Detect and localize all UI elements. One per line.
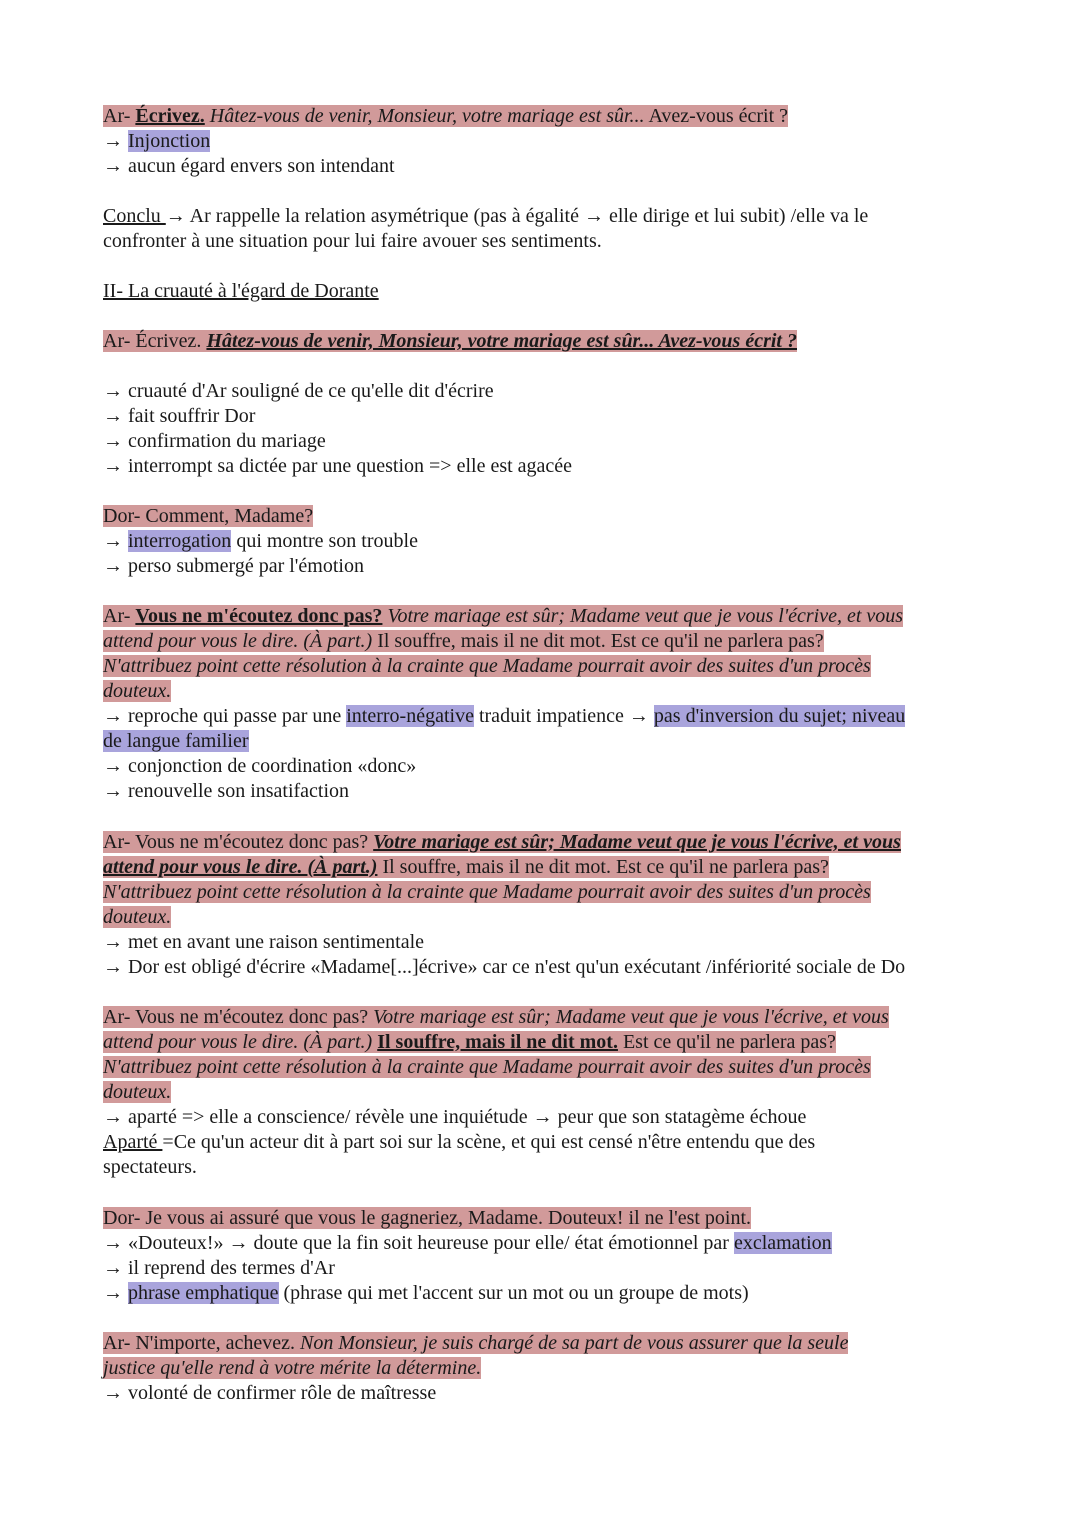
note-line: → reproche qui passe par une interro-négative traduit impatience → pas d'inversion du sujet; niveau xyxy=(103,705,906,727)
note-line: → «Douteux!» → doute que la fin soit heureuse pour elle/ état émotionnel par exclamation xyxy=(103,1232,832,1254)
highlight-pink: N'attribuez point cette résolution à la crainte que Madame pourrait avoir des suites d'un procès xyxy=(103,881,871,903)
highlight-pink: Ar- Vous ne m'écoutez donc pas? Votre mariage est sûr; Madame veut que je vous l'écrive, et vous xyxy=(103,831,901,853)
note-line: → phrase emphatique (phrase qui met l'accent sur un mot ou un groupe de mots) xyxy=(103,1282,749,1304)
quote-line xyxy=(103,604,983,629)
highlight-pink: Dor- Comment, Madame? xyxy=(103,505,314,527)
quote-line xyxy=(103,679,983,704)
quote-block-3 xyxy=(103,504,983,579)
highlight-blue: phrase emphatique xyxy=(128,1282,279,1304)
highlight-pink: Ar- Écrivez. Hâtez-vous de venir, Monsieur, votre mariage est sûr... Avez-vous écrit ? xyxy=(103,330,797,352)
highlight-blue: Injonction xyxy=(128,130,211,152)
highlight-pink: attend pour vous le dire. (À part.) Il souffre, mais il ne dit mot. Est ce qu'il ne parlera pas? xyxy=(103,1031,836,1053)
highlight-pink: attend pour vous le dire. (À part.) Il souffre, mais il ne dit mot. Est ce qu'il ne parlera pas? xyxy=(103,630,824,652)
quote-line xyxy=(103,1080,983,1105)
note-line: → perso submergé par l'émotion xyxy=(103,555,364,577)
note-line: → cruauté d'Ar souligné de ce qu'elle dit d'écrire xyxy=(103,380,494,402)
highlight-pink: N'attribuez point cette résolution à la crainte que Madame pourrait avoir des suites d'un procès xyxy=(103,1056,871,1078)
quote-line xyxy=(103,1030,983,1055)
note-line: → volonté de confirmer rôle de maîtresse xyxy=(103,1382,437,1404)
highlight-pink: Ar- Vous ne m'écoutez donc pas? Votre mariage est sûr; Madame veut que je vous l'écrive, et vous xyxy=(103,605,904,627)
quote-block-1 xyxy=(103,104,983,179)
note-line: → interrompt sa dictée par une question => elle est agacée xyxy=(103,455,573,477)
highlight-pink: attend pour vous le dire. (À part.) Il souffre, mais il ne dit mot. Est ce qu'il ne parlera pas? xyxy=(103,856,829,878)
note-line: → il reprend des termes d'Ar xyxy=(103,1257,335,1279)
quote-line xyxy=(103,1331,983,1356)
note-line: → met en avant une raison sentimentale xyxy=(103,931,425,953)
highlight-blue: interrogation xyxy=(128,530,232,552)
highlight-blue: pas d'inversion du sujet; niveau xyxy=(653,705,906,727)
section-heading: II- La cruauté à l'égard de Dorante xyxy=(103,280,379,302)
note-line: → aparté => elle a conscience/ révèle une inquiétude → peur que son statagème échoue xyxy=(103,1106,807,1128)
quote-line xyxy=(103,1356,983,1381)
conclusion-line: confronter à une situation pour lui faire avouer ses sentiments. xyxy=(103,230,602,252)
highlight-pink: N'attribuez point cette résolution à la crainte que Madame pourrait avoir des suites d'un procès xyxy=(103,655,871,677)
note-line: → renouvelle son insatifaction xyxy=(103,780,350,802)
quote-block-6 xyxy=(103,1005,983,1180)
note-line: → Dor est obligé d'écrire «Madame[...]écrive» car ce n'est qu'un exécutant /infériorité sociale de Do xyxy=(103,956,906,978)
note-line: → conjonction de coordination «donc» xyxy=(103,755,417,777)
note-line: → confirmation du mariage xyxy=(103,430,326,452)
quote-block-7 xyxy=(103,1206,983,1306)
quote-line xyxy=(103,855,983,880)
highlight-blue: de langue familier xyxy=(103,730,249,752)
notes-block-2 xyxy=(103,379,983,479)
quote-line xyxy=(103,1055,983,1080)
highlight-pink: Dor- Je vous ai assuré que vous le gagneriez, Madame. Douteux! il ne l'est point. xyxy=(103,1207,752,1229)
quote-line xyxy=(103,104,983,129)
highlight-pink: douteux. xyxy=(103,680,172,702)
quote-line xyxy=(103,504,983,529)
quote-line xyxy=(103,830,983,855)
quote-block-8 xyxy=(103,1331,983,1406)
note-line: → aucun égard envers son intendant xyxy=(103,155,395,177)
highlight-pink: douteux. xyxy=(103,1081,172,1103)
highlight-pink: Ar- Écrivez. Hâtez-vous de venir, Monsieur, votre mariage est sûr... Avez-vous écrit ? xyxy=(103,105,789,127)
highlight-blue: exclamation xyxy=(733,1232,832,1254)
highlight-pink: douteux. xyxy=(103,906,172,928)
definition-line: spectateurs. xyxy=(103,1156,197,1178)
definition-line: Aparté =Ce qu'un acteur dit à part soi sur la scène, et qui est censé n'être entendu que des xyxy=(103,1131,816,1153)
quote-block-4 xyxy=(103,604,983,804)
quote-block-2 xyxy=(103,329,983,354)
quote-line xyxy=(103,654,983,679)
highlight-blue: interro-négative xyxy=(346,705,474,727)
quote-line xyxy=(103,629,983,654)
quote-line xyxy=(103,1206,983,1231)
note-line: → fait souffrir Dor xyxy=(103,405,256,427)
highlight-pink: Ar- N'importe, achevez. Non Monsieur, je suis chargé de sa part de vous assurer que la seule xyxy=(103,1332,849,1354)
quote-line xyxy=(103,329,983,354)
note-line: → interrogation qui montre son trouble xyxy=(103,530,418,552)
quote-line xyxy=(103,880,983,905)
conclusion-line: Conclu → Ar rappelle la relation asymétrique (pas à égalité → elle dirige et lui subit) /elle va le xyxy=(103,205,869,227)
conclusion-block xyxy=(103,204,983,254)
note-line xyxy=(103,729,983,754)
quote-line xyxy=(103,905,983,930)
quote-block-5 xyxy=(103,830,983,980)
highlight-pink: Ar- Vous ne m'écoutez donc pas? Votre mariage est sûr; Madame veut que je vous l'écrive, et vous xyxy=(103,1006,889,1028)
highlight-pink: justice qu'elle rend à votre mérite la détermine. xyxy=(103,1357,482,1379)
note-line: → Injonction xyxy=(103,130,211,152)
quote-line xyxy=(103,1005,983,1030)
